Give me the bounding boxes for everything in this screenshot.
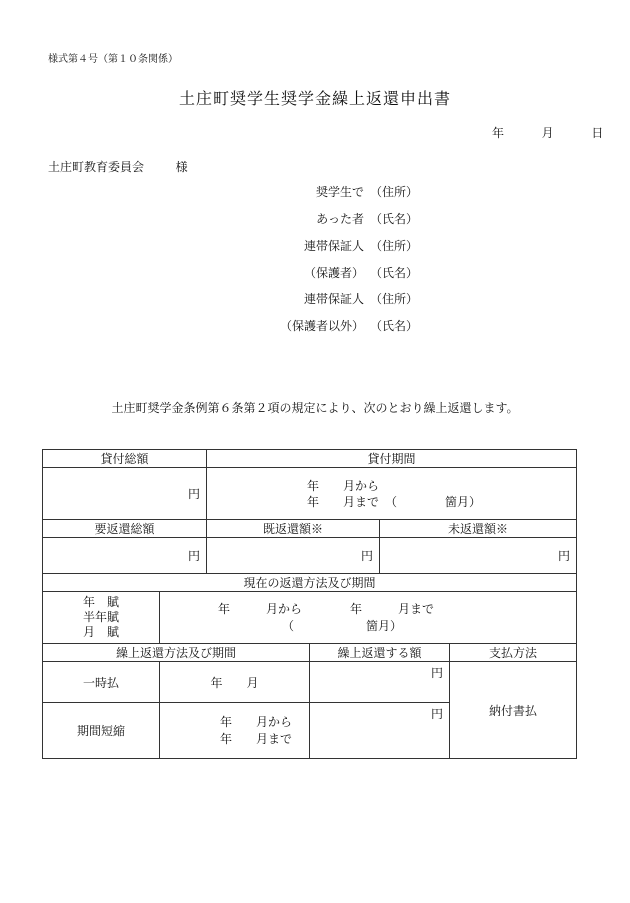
addressee — [48, 158, 188, 175]
current-period-cell[interactable] — [160, 592, 577, 644]
applicant-role: （保護者） — [303, 266, 364, 280]
addressee-name: 土庄町教育委員会 — [48, 160, 145, 174]
current-period-line2: （ 箇月） — [282, 618, 403, 633]
shortening-period[interactable] — [160, 703, 310, 759]
loan-period-cell[interactable] — [207, 468, 577, 520]
unpaid-cell[interactable]: 円 — [380, 538, 577, 574]
loan-period-to: 年 月まで （ 箇月） — [307, 494, 482, 509]
shortening-from: 年 月から — [220, 714, 293, 729]
payment-method-header: 支払方法 — [450, 644, 577, 662]
early-method-header: 繰上返還方法及び期間 — [43, 644, 310, 662]
repaid-cell[interactable]: 円 — [207, 538, 380, 574]
loan-period-header: 貸付期間 — [207, 450, 577, 468]
applicant-role: 連帯保証人 — [303, 239, 364, 253]
lump-sum-label[interactable]: 一時払 — [43, 662, 160, 703]
applicant-field[interactable]: （住所） — [370, 292, 419, 306]
repaid-header: 既返還額※ — [207, 520, 380, 538]
shortening-label[interactable]: 期間短縮 — [43, 703, 160, 759]
early-amount-header: 繰上返還する額 — [310, 644, 450, 662]
current-method-options[interactable] — [43, 592, 160, 644]
applicant-role: あった者 — [316, 212, 364, 226]
shortening-amount[interactable]: 円 — [310, 703, 450, 759]
loan-total-header: 貸付総額 — [43, 450, 207, 468]
loan-period-from: 年 月から — [307, 478, 380, 493]
method-semiannual[interactable]: 半年賦 — [82, 610, 119, 624]
repayment-table — [42, 449, 577, 759]
date-line — [492, 124, 603, 141]
applicant-row — [230, 317, 530, 335]
lump-sum-amount[interactable]: 円 — [310, 662, 450, 703]
applicant-role: 連帯保証人 — [303, 292, 364, 306]
form-number: 様式第４号（第１０条関係） — [48, 54, 178, 65]
payment-method-value: 納付書払 — [450, 662, 577, 759]
applicant-field[interactable]: （氏名） — [370, 212, 419, 226]
applicant-row — [230, 210, 530, 228]
lump-sum-date[interactable]: 年 月 — [160, 662, 310, 703]
applicant-row — [230, 290, 530, 308]
form-title: 土庄町奨学生奨学金繰上返還申出書 — [178, 89, 451, 108]
applicant-field[interactable]: （住所） — [370, 185, 419, 199]
loan-total-cell[interactable]: 円 — [43, 468, 207, 520]
date-day: 日 — [591, 126, 604, 140]
addressee-honorific: 様 — [175, 160, 188, 174]
applicant-row — [230, 237, 530, 255]
unpaid-header: 未返還額※ — [380, 520, 577, 538]
applicant-row — [230, 264, 530, 282]
applicant-role: （保護者以外） — [279, 319, 364, 333]
applicant-field[interactable]: （住所） — [370, 239, 419, 253]
current-method-header: 現在の返還方法及び期間 — [43, 574, 577, 592]
required-total-header: 要返還総額 — [43, 520, 207, 538]
required-total-cell[interactable]: 円 — [43, 538, 207, 574]
applicant-field[interactable]: （氏名） — [370, 266, 419, 280]
applicant-field[interactable]: （氏名） — [370, 319, 419, 333]
statement: 土庄町奨学金条例第６条第２項の規定により、次のとおり繰上返還します。 — [111, 401, 519, 415]
current-period-line1: 年 月から 年 月まで — [218, 601, 435, 616]
method-annual[interactable]: 年 賦 — [82, 595, 119, 609]
date-month: 月 — [541, 126, 554, 140]
method-monthly[interactable]: 月 賦 — [82, 625, 119, 639]
date-year: 年 — [492, 126, 505, 140]
shortening-to: 年 月まで — [220, 731, 293, 746]
applicant-row — [230, 183, 530, 201]
applicant-role: 奨学生で — [315, 185, 364, 199]
